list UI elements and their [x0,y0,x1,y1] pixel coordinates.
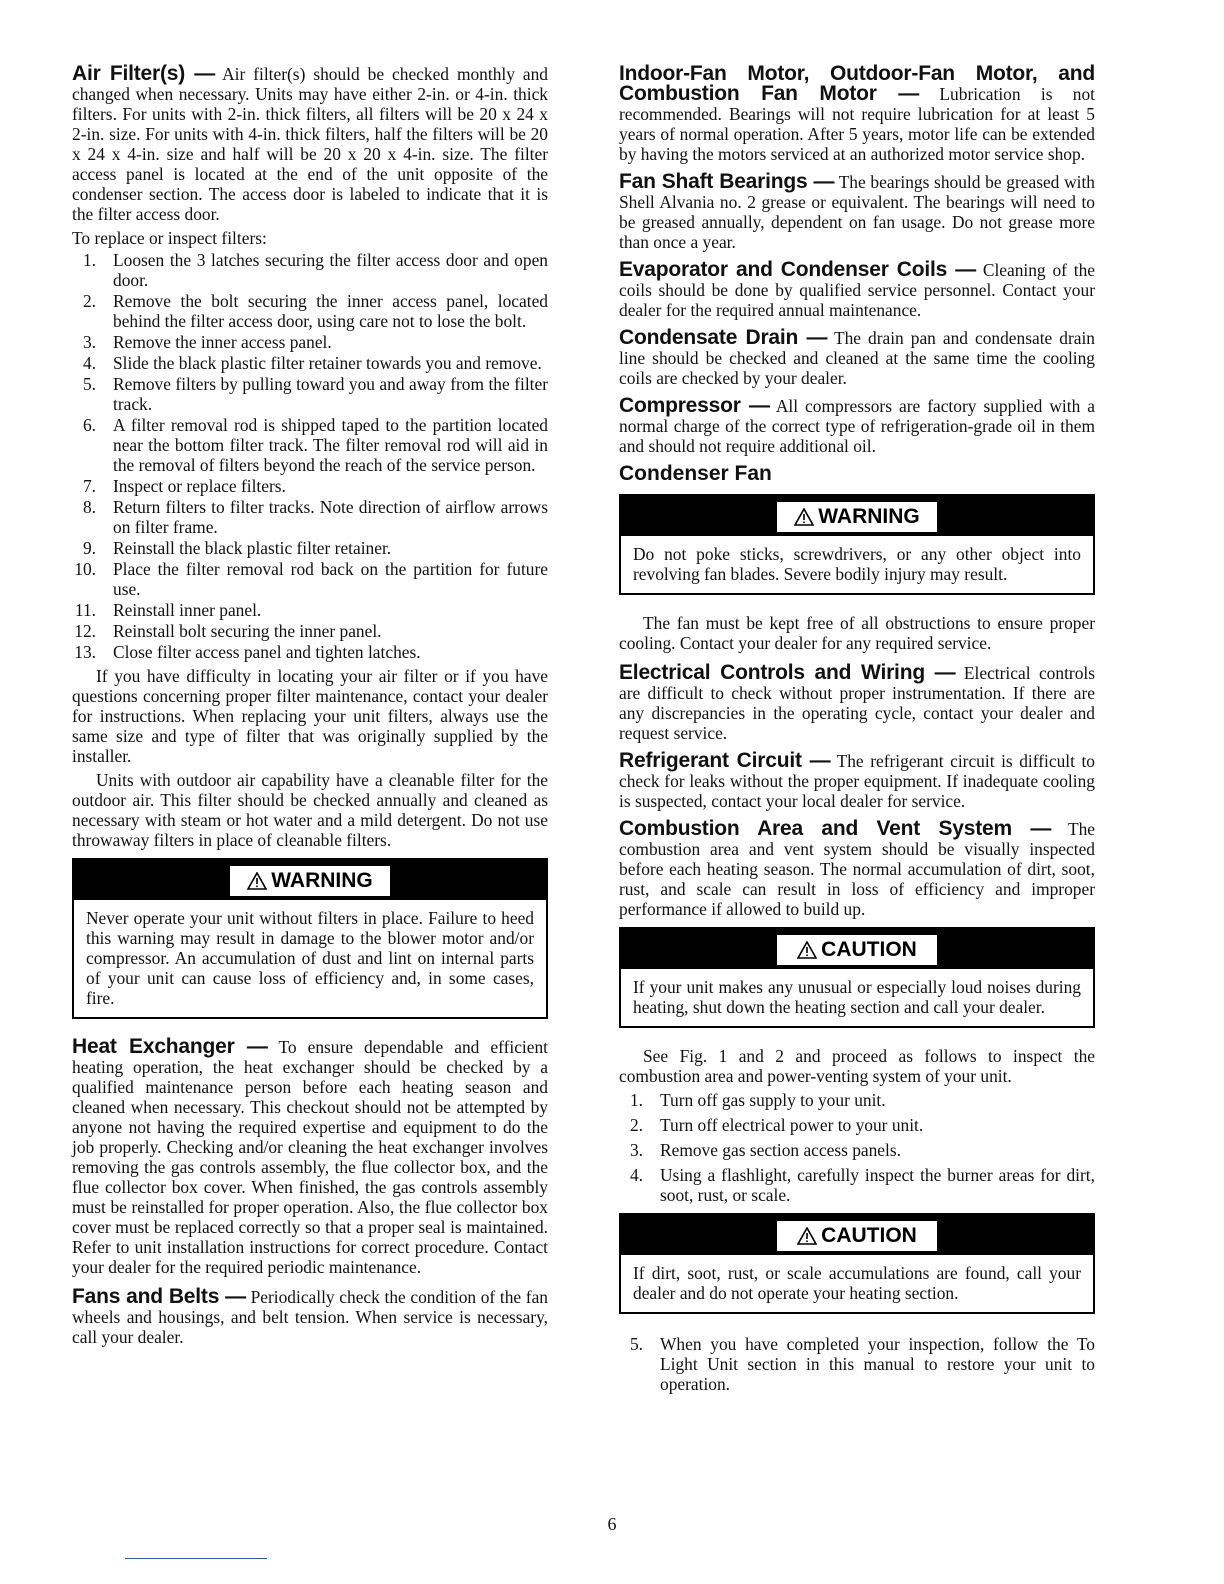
air-filter-section [72,64,548,850]
refrigerant-section [619,751,1095,811]
condensate-drain-section [619,328,1095,388]
condensate-drain-body: The drain pan and condensate drain line should be checked and cleaned at the same time the cooling coils are checked by your dealer. [619,328,1095,388]
list-item: 7. Inspect or replace filters. [82,476,286,496]
warning-label: WARNING [818,505,920,528]
list-item: 5. When you have completed your inspection, follow the To Light Unit section in this manual to restore your unit to operation. [629,1334,1095,1394]
condensate-drain-heading: Condensate Drain — [619,326,828,349]
list-item: 3. Remove the inner access panel. [82,332,332,352]
caution-text: If your unit makes any unusual or especially loud noises during heating, shut down the heating section and call your dealer. [633,977,1081,1017]
list-item: 11. Reinstall inner panel. [74,600,262,620]
caution-label: CAUTION [821,1224,917,1247]
inspection-steps-list [619,1090,1095,1205]
filter-steps-list [72,250,548,662]
page-number: 6 [607,1514,617,1534]
indoor-fan-motor-section [619,64,1095,164]
list-item: 1. Loosen the 3 latches securing the filter access door and open door. [82,250,548,290]
coils-section [619,260,1095,320]
left-column [72,64,548,1353]
list-item: 10. Place the filter removal rod back on the partition for future use. [74,559,548,599]
compressor-body: All compressors are factory supplied with a normal charge of the correct type of refrigeration-grade oil in them and should not require additional oil. [619,396,1096,456]
right-column [619,64,1095,1398]
air-filter-body: Air filter(s) should be checked monthly and changed when necessary. Units may have either 2-in. or 4-in. thick filters. For units with 2-in. thick filters, all filters will be 20 x 24 x 2-in. size. For units with 4-in. thick filters, half the filters will be 20 x 24 x 4-in. size and half will be 20 x 20 x 4-in. size. The filter access panel is located at the end of the unit opposite of the condenser section. The access door is labeled to indicate that it is the filter access door. [72,64,548,224]
warning-triangle-icon [794,508,814,526]
warning-box-filters [72,858,548,1019]
list-item: 1. Turn off gas supply to your unit. [629,1090,886,1110]
warning-triangle-icon [247,872,267,890]
warning-triangle-icon [797,1227,817,1245]
list-item: 5. Remove filters by pulling toward you and away from the filter track. [82,374,548,414]
heat-exchanger-section [72,1037,548,1277]
fan-shaft-bearings-section [619,172,1095,252]
fans-belts-section [72,1287,548,1347]
list-item: 12. Reinstall bolt securing the inner panel. [74,621,382,641]
list-item: 2. Remove the bolt securing the inner access panel, located behind the filter access door, using care not to lose the bolt. [82,291,548,331]
outdoor-filter-paragraph: Units with outdoor air capability have a cleanable filter for the outdoor air. This filter should be checked annually and cleaned as necessary with steam or hot water and a mild detergent. Do not use throwaway filters in place of cleanable filters. [72,770,548,850]
heat-exchanger-heading: Heat Exchanger — [72,1035,268,1058]
list-item: 4. Slide the black plastic filter retainer towards you and remove. [82,353,542,373]
list-item: 4. Using a flashlight, carefully inspect the burner areas for dirt, soot, rust, or scale. [629,1165,1095,1205]
list-item: 8. Return filters to filter tracks. Note direction of airflow arrows on filter frame. [82,497,548,537]
heat-exchanger-body: To ensure dependable and efficient heating operation, the heat exchanger should be checked by a qualified maintenance person before each heating season and cleaned when necessary. This checkout should not be attempted by anyone not having the required expertise and equipment to do the job properly. Checking and/or cleaning the heat exchanger involves removing the gas controls assembly, the flue collector box, and the flue collector box cover. When finished, the gas controls assembly must be reinstalled for proper operation. Also, the flue collector box cover must be replaced correctly so that a proper seal is maintained. Refer to unit installation instructions for correct procedure. Contact your dealer for the required periodic maintenance. [72,1037,548,1277]
see-fig-paragraph: See Fig. 1 and 2 and proceed as follows to inspect the combustion area and power-venting system of your unit. [619,1046,1095,1086]
warning-text: Never operate your unit without filters in place. Failure to heed this warning may result in damage to the blower motor and/or compressor. An accumulation of dust and lint on internal parts of your unit can cause loss of efficiency and, in some cases, fire. [86,908,534,1008]
warning-box-fan [619,494,1095,595]
caution-text: If dirt, soot, rust, or scale accumulations are found, call your dealer and do not operate your heating section. [633,1263,1081,1303]
refrigerant-body: The refrigerant circuit is difficult to check for leaks without the proper equipment. If inadequate cooling is suspected, contact your local dealer for service. [619,751,1095,811]
refrigerant-heading: Refrigerant Circuit — [619,749,831,772]
fans-belts-heading: Fans and Belts — [72,1285,246,1308]
air-filter-intro: To replace or inspect filters: [72,228,267,248]
fan-shaft-bearings-heading: Fan Shaft Bearings — [619,170,835,193]
electrical-heading: Electrical Controls and Wiring — [619,661,956,684]
list-item: 2. Turn off electrical power to your unit. [629,1115,924,1135]
list-item: 3. Remove gas section access panels. [629,1140,901,1160]
combustion-heading: Combustion Area and Vent System — [619,817,1052,840]
compressor-section [619,396,1095,456]
restore-steps-list [619,1334,1095,1394]
indoor-fan-motor-body: Lubrication is not recommended. Bearings will not require lubrication for at least 5 years of normal operation. After 5 years, motor life can be extended by having the motors serviced at an authorized motor service shop. [619,84,1095,164]
filter-difficulty-paragraph: If you have difficulty in locating your air filter or if you have questions concerning proper filter maintenance, contact your dealer for instructions. When replacing your unit filters, always use the same size and type of filter that was originally supplied by the installer. [72,666,548,766]
condenser-fan-heading: Condenser Fan [619,462,772,485]
list-item: 6. A filter removal rod is shipped taped to the partition located near the bottom filter track. The filter removal rod will aid in the removal of filters beyond the reach of the service person. [82,415,548,475]
air-filter-heading: Air Filter(s) — [72,62,216,85]
compressor-heading: Compressor — [619,394,770,417]
list-item: 9. Reinstall the black plastic filter retainer. [82,538,392,558]
warning-triangle-icon [797,941,817,959]
combustion-section [619,819,1095,919]
electrical-section [619,663,1095,743]
caution-box-noise [619,927,1095,1028]
fan-shaft-bearings-body: The bearings should be greased with Shell Alvania no. 2 grease or equivalent. The bearings will need to be greased annually, dependent on fan usage. Do not grease more than once a year. [619,172,1095,252]
fans-belts-body: Periodically check the condition of the fan wheels and housings, and belt tension. When service is necessary, call your dealer. [72,1287,548,1347]
caution-box-inspection [619,1213,1095,1314]
indoor-fan-motor-heading: Indoor-Fan Motor, Outdoor-Fan Motor, and Combustion Fan Motor — [619,62,1095,105]
list-item: 13. Close filter access panel and tighten latches. [74,642,421,662]
condenser-fan-paragraph: The fan must be kept free of all obstructions to ensure proper cooling. Contact your dealer for any required service. [619,613,1095,653]
coils-heading: Evaporator and Condenser Coils — [619,258,977,281]
warning-label: WARNING [271,869,373,892]
caution-label: CAUTION [821,938,917,961]
warning-text: Do not poke sticks, screwdrivers, or any other object into revolving fan blades. Severe bodily injury may result. [633,544,1081,584]
combustion-body: The combustion area and vent system should be visually inspected before each heating season. The normal accumulation of dirt, soot, rust, and scale can result in loss of efficiency and improper performance if allowed to build up. [619,819,1095,919]
coils-body: Cleaning of the coils should be done by qualified service personnel. Contact your dealer for the required annual maintenance. [619,260,1095,320]
footer-divider [125,1558,267,1559]
electrical-body: Electrical controls are difficult to check without proper instrumentation. If there are any discrepancies in the operating cycle, contact your dealer and request service. [619,663,1095,743]
